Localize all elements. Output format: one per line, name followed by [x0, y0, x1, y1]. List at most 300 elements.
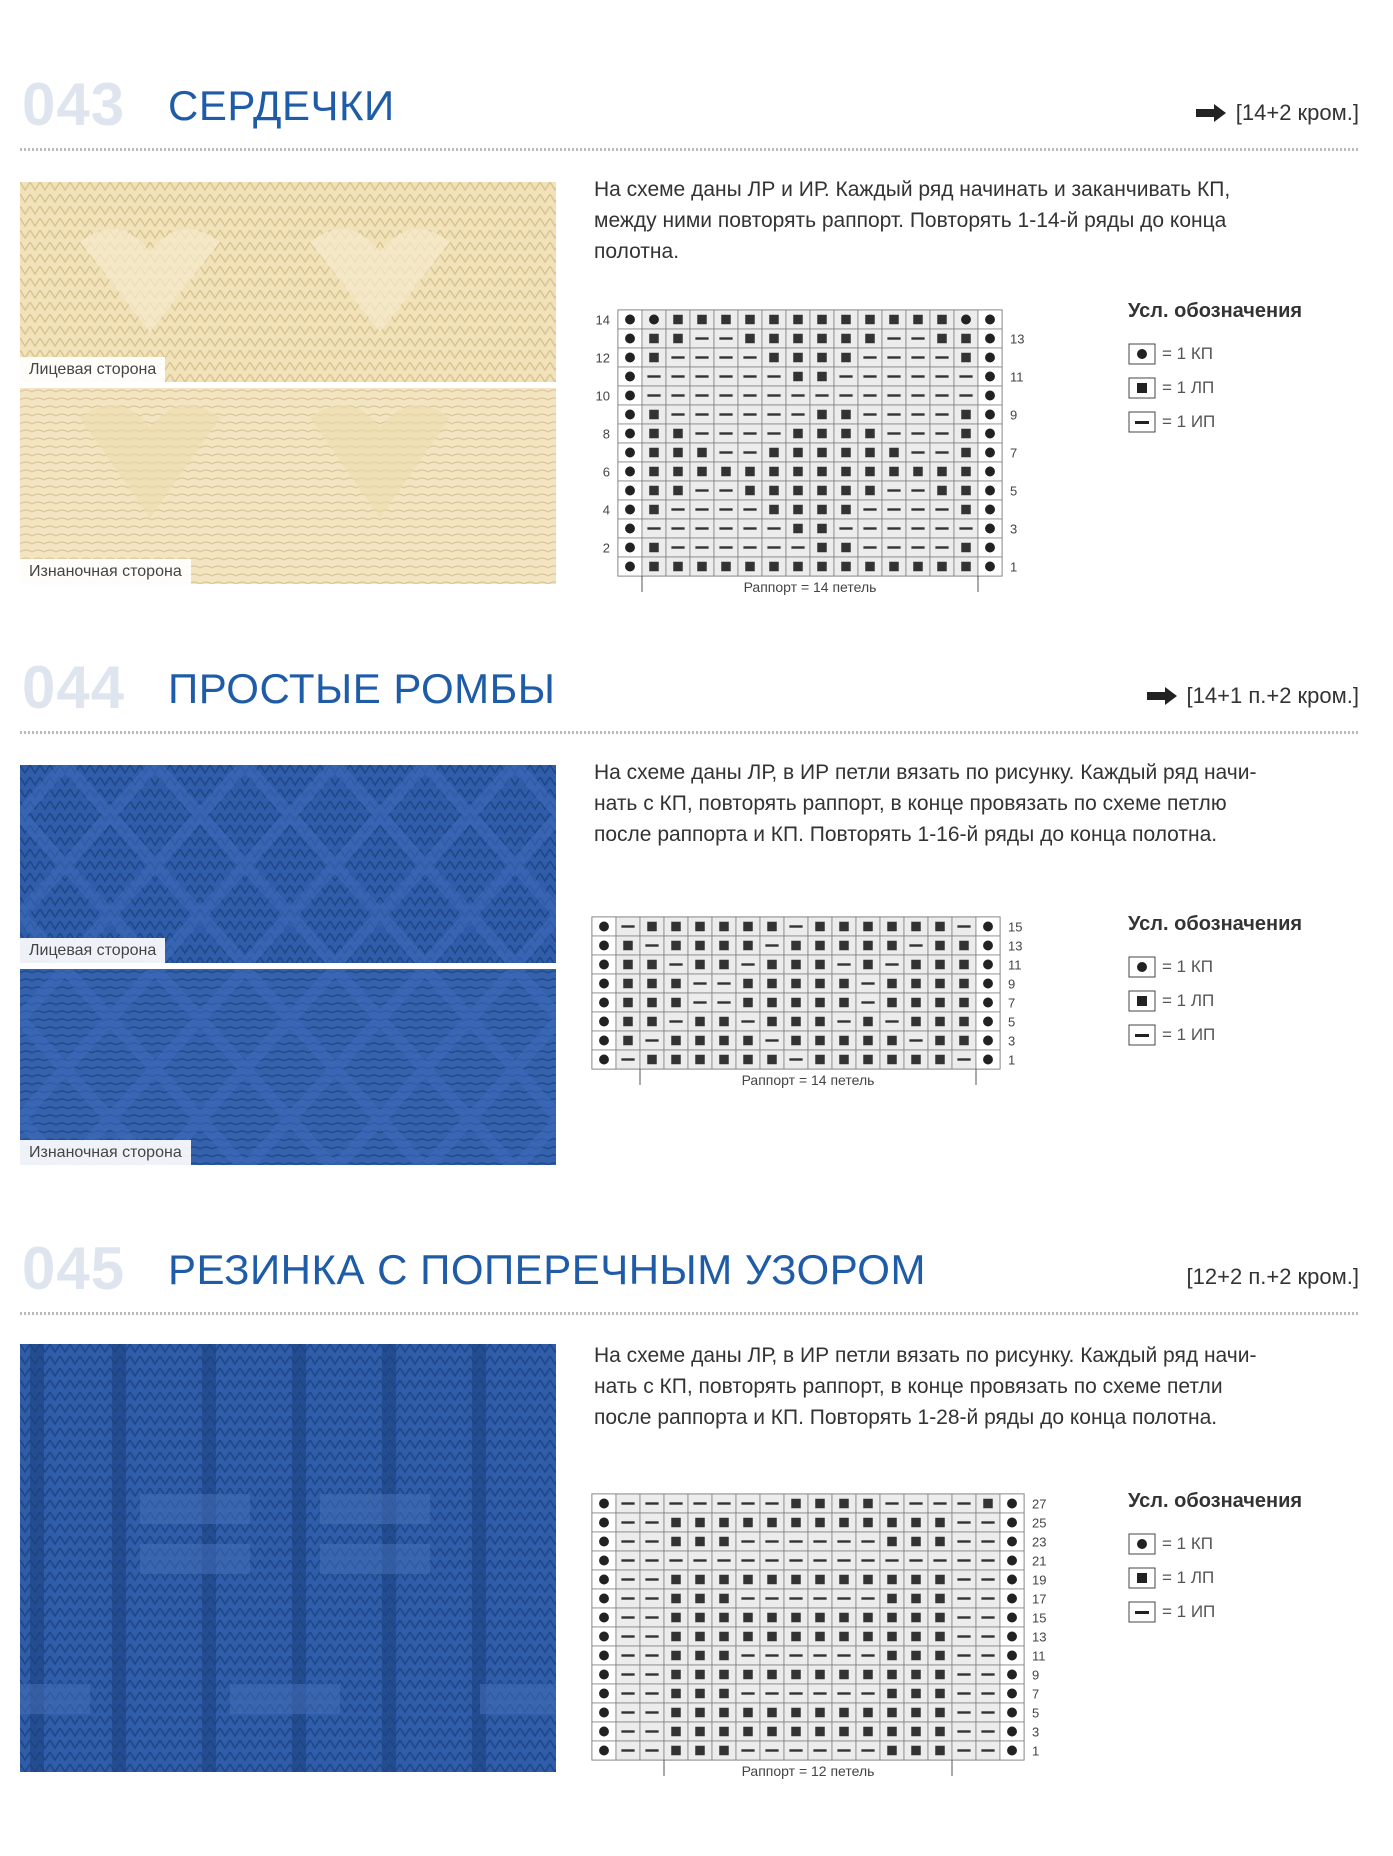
ip-dash: [981, 1654, 994, 1656]
lp-square: [911, 1632, 921, 1642]
lp-square: [935, 1651, 945, 1661]
ip-dash: [957, 1749, 970, 1751]
ip-dash: [791, 546, 804, 548]
lp-square: [697, 315, 707, 325]
ip-dash: [935, 527, 948, 529]
lp-square: [887, 1651, 897, 1661]
row-number: 11: [1008, 957, 1022, 973]
lp-square: [673, 448, 683, 458]
lp-square: [815, 1518, 825, 1528]
kp-dot: [1007, 1518, 1017, 1528]
ip-dash: [813, 1654, 826, 1656]
section-045: [0, 1235, 1393, 1844]
lp-square: [721, 315, 731, 325]
kp-dot: [599, 941, 609, 951]
legend-item-lp: [1128, 984, 1302, 1018]
lp-square: [817, 543, 827, 553]
lp-square: [793, 505, 803, 515]
lp-square: [743, 1670, 753, 1680]
row-number: 13: [1032, 1629, 1047, 1645]
ip-dash: [645, 1749, 658, 1751]
lp-square: [815, 922, 825, 932]
ip-dash: [741, 1502, 754, 1504]
lp-square: [961, 448, 971, 458]
ip-dash: [741, 1654, 754, 1656]
ip-dash: [669, 1559, 682, 1561]
ip-dash: [621, 1502, 634, 1504]
legend-text: = 1 ЛП: [1162, 1568, 1215, 1587]
row-number: 11: [1010, 369, 1024, 385]
lp-square: [793, 448, 803, 458]
lp-square: [671, 1518, 681, 1528]
lp-square: [863, 1499, 873, 1509]
lp-square: [695, 922, 705, 932]
ip-dash: [935, 451, 948, 453]
lp-square: [695, 1017, 705, 1027]
ip-dash: [791, 394, 804, 396]
row-number: 5: [1008, 1014, 1016, 1030]
photo-label: Изнаночная сторона: [20, 1140, 191, 1165]
ip-dash: [621, 1616, 634, 1618]
kp-dot: [625, 353, 635, 363]
description-line: после раппорта и КП. Повторять 1-16-й ряды до конца полотна.: [594, 823, 1218, 846]
ip-dash: [741, 1020, 754, 1022]
ip-dash: [669, 1502, 682, 1504]
lp-square: [937, 315, 947, 325]
knitting-chart: [590, 1490, 1047, 1790]
legend-title: Усл. обозначения: [1128, 300, 1303, 322]
pattern-title: ПРОСТЫЕ РОМБЫ: [168, 665, 556, 712]
lp-square: [817, 505, 827, 515]
lp-square: [673, 562, 683, 572]
ip-dash: [671, 546, 684, 548]
description-line: На схеме даны ЛР, в ИР петли вязать по рисунку. Каждый ряд начи-: [594, 761, 1257, 784]
ip-dash: [839, 394, 852, 396]
ip-dash: [765, 944, 778, 946]
ip-dash: [957, 1711, 970, 1713]
lp-square: [623, 960, 633, 970]
ip-dash: [887, 337, 900, 339]
ip-dash: [911, 413, 924, 415]
knit-texture-image: [20, 182, 556, 382]
lp-square: [887, 979, 897, 989]
ip-dash: [861, 1654, 874, 1656]
ip-dash: [741, 1749, 754, 1751]
ip-dash: [671, 394, 684, 396]
kp-dot: [599, 979, 609, 989]
ip-dash: [765, 1597, 778, 1599]
kp-dot: [625, 315, 635, 325]
ip-dash: [837, 1654, 850, 1656]
lp-square: [791, 1670, 801, 1680]
ip-dash: [813, 1692, 826, 1694]
lp-square: [743, 979, 753, 989]
lp-square: [673, 467, 683, 477]
legend: [1128, 1490, 1302, 1629]
lp-square: [649, 353, 659, 363]
lp-square: [671, 1594, 681, 1604]
ip-dash: [671, 527, 684, 529]
knit-texture-image: [20, 388, 556, 584]
ip-dash: [837, 1540, 850, 1542]
lp-square: [961, 353, 971, 363]
ip-dash: [981, 1749, 994, 1751]
lp-square: [889, 562, 899, 572]
ip-dash: [837, 1559, 850, 1561]
ip-dash: [719, 356, 732, 358]
ip-dash: [645, 1502, 658, 1504]
ip-dash: [885, 1020, 898, 1022]
ip-dash: [695, 356, 708, 358]
ip-dash: [743, 546, 756, 548]
lp-square: [671, 922, 681, 932]
stitch-count-text: [14+2 кром.]: [1235, 100, 1359, 125]
ip-dash: [645, 1521, 658, 1523]
lp-square: [649, 429, 659, 439]
lp-square: [767, 1727, 777, 1737]
lp-square: [887, 1594, 897, 1604]
description-line: нать с КП, повторять раппорт, в конце провязать по схеме петлю: [594, 792, 1227, 815]
ip-dash: [621, 1749, 634, 1751]
lp-square: [889, 448, 899, 458]
kp-dot: [1007, 1632, 1017, 1642]
ip-dash: [645, 1711, 658, 1713]
lp-square: [815, 1613, 825, 1623]
lp-square: [767, 1575, 777, 1585]
chart-grid: [588, 302, 1028, 595]
kp-dot: [1007, 1708, 1017, 1718]
row-number: 1: [1032, 1743, 1040, 1759]
ip-dash: [957, 1654, 970, 1656]
ip-dash: [885, 1502, 898, 1504]
ip-dash: [837, 1692, 850, 1694]
lp-square: [961, 562, 971, 572]
lp-square: [839, 1036, 849, 1046]
lp-square: [839, 1055, 849, 1065]
arrow-right-icon: [1194, 103, 1228, 123]
lp-square: [743, 941, 753, 951]
ip-dash: [719, 527, 732, 529]
legend-text: = 1 ИП: [1162, 1025, 1216, 1044]
ip-dash: [887, 413, 900, 415]
ip-dash: [861, 1597, 874, 1599]
lp-square: [841, 410, 851, 420]
lp-square: [649, 448, 659, 458]
lp-square: [671, 1055, 681, 1065]
lp-square: [623, 979, 633, 989]
description: [594, 174, 1364, 267]
kp-dot: [1007, 1537, 1017, 1547]
ip-dash: [767, 527, 780, 529]
lp-square: [695, 1537, 705, 1547]
lp-square: [719, 1036, 729, 1046]
lp-square: [983, 1499, 993, 1509]
lp-square: [889, 467, 899, 477]
lp-square: [793, 334, 803, 344]
lp-square: [841, 467, 851, 477]
ip-dash: [911, 337, 924, 339]
ip-dash: [695, 394, 708, 396]
dot-symbol-icon: [1128, 343, 1156, 365]
ip-dash: [887, 356, 900, 358]
ip-dash: [765, 1039, 778, 1041]
ip-dash: [743, 375, 756, 377]
lp-square: [887, 1575, 897, 1585]
lp-square: [841, 486, 851, 496]
lp-square: [887, 1746, 897, 1756]
lp-square: [769, 562, 779, 572]
lp-square: [935, 1036, 945, 1046]
ip-dash: [911, 356, 924, 358]
lp-square: [865, 562, 875, 572]
lp-square: [841, 429, 851, 439]
lp-square: [887, 1727, 897, 1737]
lp-square: [935, 941, 945, 951]
lp-square: [671, 941, 681, 951]
lp-square: [959, 1017, 969, 1027]
lp-square: [961, 467, 971, 477]
ip-dash: [935, 375, 948, 377]
lp-square: [935, 1518, 945, 1528]
ip-dash: [671, 508, 684, 510]
row-number: 9: [1010, 407, 1018, 423]
divider: [20, 731, 1358, 734]
lp-square: [911, 1727, 921, 1737]
kp-dot: [625, 391, 635, 401]
ip-dash: [935, 432, 948, 434]
lp-square: [719, 1055, 729, 1065]
ip-dash: [719, 508, 732, 510]
ip-dash: [957, 925, 970, 927]
ip-dash: [957, 1058, 970, 1060]
ip-dash: [645, 1616, 658, 1618]
lp-square: [719, 1594, 729, 1604]
kp-dot: [599, 1055, 609, 1065]
lp-square: [647, 922, 657, 932]
ip-dash: [647, 394, 660, 396]
ip-dash: [839, 375, 852, 377]
legend-text: = 1 ИП: [1162, 1602, 1216, 1621]
kp-dot: [599, 1746, 609, 1756]
ip-dash: [695, 546, 708, 548]
lp-square: [887, 1518, 897, 1528]
lp-square: [935, 1746, 945, 1756]
lp-square: [695, 1670, 705, 1680]
lp-square: [649, 486, 659, 496]
lp-square: [961, 429, 971, 439]
lp-square: [647, 960, 657, 970]
lp-square: [719, 1017, 729, 1027]
ip-dash: [957, 1502, 970, 1504]
photo-front: [20, 182, 556, 382]
lp-square: [623, 998, 633, 1008]
photo-back: [20, 969, 556, 1165]
lp-square: [911, 1746, 921, 1756]
lp-square: [865, 334, 875, 344]
lp-square: [791, 1708, 801, 1718]
lp-square: [887, 1632, 897, 1642]
description-line: На схеме даны ЛР, в ИР петли вязать по рисунку. Каждый ряд начи-: [594, 1344, 1257, 1367]
lp-square: [721, 562, 731, 572]
lp-square: [791, 960, 801, 970]
lp-square: [887, 1708, 897, 1718]
photo-label: Лицевая сторона: [20, 357, 165, 382]
chart-grid: [590, 1490, 1047, 1790]
lp-square: [817, 524, 827, 534]
lp-square: [671, 1746, 681, 1756]
kp-dot: [985, 543, 995, 553]
lp-square: [743, 922, 753, 932]
ip-dash: [813, 1559, 826, 1561]
kp-dot: [625, 334, 635, 344]
kp-dot: [599, 1613, 609, 1623]
ip-dash: [981, 1673, 994, 1675]
lp-square: [935, 1055, 945, 1065]
row-number: 13: [1008, 938, 1023, 954]
ip-dash: [645, 1730, 658, 1732]
ip-dash: [885, 963, 898, 965]
ip-dash: [695, 432, 708, 434]
lp-square: [911, 998, 921, 1008]
lp-square: [935, 1537, 945, 1547]
ip-dash: [789, 1749, 802, 1751]
lp-square: [793, 524, 803, 534]
lp-square: [793, 372, 803, 382]
lp-square: [841, 505, 851, 515]
stitch-count-text: [14+1 п.+2 кром.]: [1186, 683, 1359, 708]
lp-square: [935, 1708, 945, 1718]
ip-dash: [957, 1540, 970, 1542]
ip-dash: [621, 1578, 634, 1580]
ip-dash: [621, 1521, 634, 1523]
row-number: 25: [1032, 1515, 1047, 1531]
ip-dash: [671, 375, 684, 377]
legend: [1128, 913, 1302, 1052]
lp-square: [719, 1651, 729, 1661]
ip-dash: [839, 527, 852, 529]
ip-dash: [981, 1730, 994, 1732]
row-number: 8: [602, 426, 610, 442]
lp-square: [887, 1613, 897, 1623]
row-number: 7: [1008, 995, 1016, 1011]
lp-square: [671, 979, 681, 989]
ip-dash: [621, 925, 634, 927]
lp-square: [671, 1613, 681, 1623]
lp-square: [767, 1613, 777, 1623]
lp-square: [841, 562, 851, 572]
ip-dash: [621, 1540, 634, 1542]
lp-square: [817, 334, 827, 344]
description: [594, 757, 1364, 850]
lp-square: [695, 1632, 705, 1642]
lp-square: [935, 1017, 945, 1027]
kp-dot: [599, 922, 609, 932]
lp-square: [815, 1036, 825, 1046]
lp-square: [647, 998, 657, 1008]
ip-dash: [863, 546, 876, 548]
lp-square: [815, 1727, 825, 1737]
kp-dot: [599, 1651, 609, 1661]
kp-dot: [985, 562, 995, 572]
ip-dash: [719, 489, 732, 491]
kp-dot: [1007, 1689, 1017, 1699]
knit-texture-image: [20, 765, 556, 963]
ip-dash: [911, 451, 924, 453]
ip-dash: [981, 1635, 994, 1637]
lp-square: [767, 998, 777, 1008]
ip-dash: [765, 1559, 778, 1561]
ip-dash: [645, 1654, 658, 1656]
lp-square: [959, 998, 969, 1008]
lp-square: [743, 1708, 753, 1718]
ip-dash: [693, 1559, 706, 1561]
lp-square: [647, 1055, 657, 1065]
lp-square: [959, 979, 969, 989]
lp-square: [793, 486, 803, 496]
description-line: между ними повторять раппорт. Повторять 1-14-й ряды до конца: [594, 209, 1227, 232]
lp-square: [961, 543, 971, 553]
lp-square: [887, 1537, 897, 1547]
ip-dash: [887, 489, 900, 491]
lp-square: [719, 1708, 729, 1718]
row-number: 21: [1032, 1553, 1047, 1569]
lp-square: [937, 334, 947, 344]
lp-square: [647, 979, 657, 989]
ip-dash: [957, 1521, 970, 1523]
kp-dot: [625, 505, 635, 515]
knit-texture-image: [20, 969, 556, 1165]
kp-dot: [983, 998, 993, 1008]
ip-dash: [957, 1616, 970, 1618]
ip-dash: [693, 982, 706, 984]
description-line: полотна.: [594, 240, 680, 263]
lp-square: [887, 1670, 897, 1680]
pattern-number: 043: [22, 71, 126, 138]
lp-square: [791, 998, 801, 1008]
lp-square: [791, 1499, 801, 1509]
lp-square: [769, 353, 779, 363]
kp-dot: [985, 353, 995, 363]
ip-dash: [789, 1559, 802, 1561]
ip-dash: [933, 1502, 946, 1504]
lp-square: [743, 1036, 753, 1046]
ip-dash: [695, 375, 708, 377]
kp-dot: [599, 1727, 609, 1737]
ip-dash: [909, 944, 922, 946]
lp-square: [793, 315, 803, 325]
lp-square: [673, 486, 683, 496]
kp-dot: [1007, 1651, 1017, 1661]
lp-square: [889, 315, 899, 325]
ip-dash: [981, 1521, 994, 1523]
lp-square: [623, 941, 633, 951]
legend-text: = 1 ИП: [1162, 412, 1216, 431]
lp-square: [695, 1651, 705, 1661]
lp-square: [911, 922, 921, 932]
lp-square: [695, 1518, 705, 1528]
lp-square: [863, 1670, 873, 1680]
lp-square: [769, 486, 779, 496]
ip-dash: [719, 546, 732, 548]
lp-square: [745, 315, 755, 325]
row-number: 15: [1008, 919, 1023, 935]
knitting-chart: [588, 302, 1028, 595]
ip-dash: [813, 1749, 826, 1751]
ip-dash: [957, 1578, 970, 1580]
lp-square: [695, 941, 705, 951]
lp-square: [743, 1727, 753, 1737]
kp-dot: [983, 922, 993, 932]
